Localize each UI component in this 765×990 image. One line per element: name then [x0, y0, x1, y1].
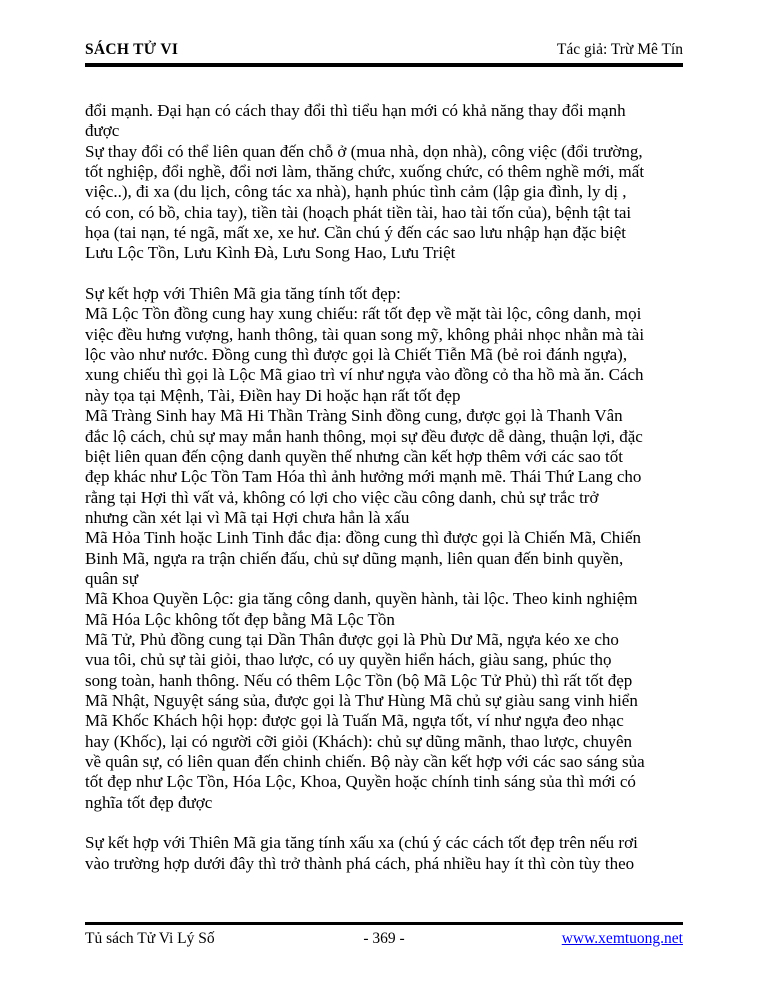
- text-line: vào trường hợp dưới đây thì trở thành phá cách, phá nhiều hay ít thì còn tùy theo: [85, 853, 635, 873]
- text-line: về quân sự, có liên quan đến chinh chiến. Bộ này cần kết hợp với các sao sáng sủa: [85, 752, 645, 771]
- book-title: SÁCH TỬ VI: [85, 41, 179, 58]
- text-line: vua tôi, chủ sự tài giỏi, thao lược, có uy quyền hiển hách, giàu sang, phúc thọ: [85, 650, 612, 670]
- text-line: Sự kết hợp với Thiên Mã gia tăng tính xấu xa (chú ý các cách tốt đẹp trên nếu rơi: [85, 833, 638, 853]
- text-line: việc..), đi xa (du lịch, công tác xa nhà), hạnh phúc tình cảm (lập gia đình, ly dị ,: [85, 182, 627, 202]
- text-line: Binh Mã, ngựa ra trận chiến đấu, chủ sự dũng mạnh, liên quan đến binh quyền,: [85, 548, 624, 568]
- text-line: nhưng cần xét lại vì Mã tại Hợi chưa hẳn là xấu: [85, 507, 410, 527]
- text-line: lộc vào như nước. Đồng cung thì được gọi là Chiết Tiễn Mã (bẻ roi đánh ngựa),: [85, 345, 628, 365]
- text-line: biệt liên quan đến cộng danh quyền thế nhưng cần kết hợp thêm với các sao tốt: [85, 446, 623, 466]
- text-line: Mã Khốc Khách hội họp: được gọi là Tuấn Mã, ngựa tốt, ví như ngựa đeo nhạc: [85, 711, 624, 731]
- text-line: việc đều hưng vượng, hanh thông, tài quan song mỹ, không phải nhọc nhằn mà tài: [85, 324, 645, 344]
- text-line: đổi mạnh. Đại hạn có cách thay đổi thì tiểu hạn mới có khả năng thay đổi mạnh: [85, 101, 626, 120]
- text-line: rằng tại Hợi thì vất vả, không có lợi cho việc cầu công danh, chủ sự trắc trở: [85, 487, 599, 507]
- text-line: tốt đẹp như Lộc Tồn, Hóa Lộc, Khoa, Quyền hoặc chính tinh sáng sủa thì mới có: [85, 772, 636, 792]
- text-line: Mã Khoa Quyền Lộc: gia tăng công danh, quyền hành, tài lộc. Theo kinh nghiệm: [85, 589, 638, 609]
- author-credit: Tác giả: Trừ Mê Tín: [556, 41, 683, 58]
- text-line: hay (Khốc), lại có người cỡi giỏi (Khách): chủ sự dũng mãnh, thao lược, chuyên: [85, 731, 632, 751]
- text-line: Mã Hỏa Tinh hoặc Linh Tinh đắc địa: đồng cung thì được gọi là Chiến Mã, Chiến: [85, 528, 642, 548]
- text-line: Mã Nhật, Nguyệt sáng sủa, được gọi là Thư Hùng Mã chủ sự giàu sang vinh hiển: [85, 690, 638, 710]
- text-line: Mã Tử, Phủ đồng cung tại Dần Thân được gọi là Phù Dư Mã, ngựa kéo xe cho: [85, 629, 619, 649]
- text-line: đắc lộ cách, chủ sự may mắn hanh thông, mọi sự đều được dễ dàng, thuận lợi, đặc: [85, 426, 643, 446]
- text-line: xung chiếu thì gọi là Lộc Mã giao trì ví như ngựa vào đồng cỏ tha hồ mà ăn. Cách: [85, 365, 644, 385]
- page-body: [85, 101, 683, 874]
- footer-rule: [85, 922, 683, 925]
- text-line: có con, có bồ, chia tay), tiền tài (hoạch phát tiền tài, hao tài tốn của), bệnh tật tai: [85, 202, 632, 222]
- text-line: nghĩa tốt đẹp được: [85, 792, 213, 812]
- text-line: Mã Tràng Sinh hay Mã Hi Thần Tràng Sinh đồng cung, được gọi là Thanh Vân: [85, 406, 623, 426]
- text-line: được: [85, 121, 120, 141]
- text-line: này tọa tại Mệnh, Tài, Điền hay Di hoặc hạn rất tốt đẹp: [85, 385, 461, 405]
- text-line: tốt nghiệp, đổi nghề, đổi nơi làm, thăng chức, xuống chức, có thêm nghề mới, mất: [85, 162, 645, 182]
- text-line: họa (tai nạn, té ngã, mất xe, xe hư. Cần chú ý đến các sao lưu nhập hạn đặc biệt: [85, 223, 626, 243]
- text-line: song toàn, hanh thông. Nếu có thêm Lộc Tồn (bộ Mã Lộc Tử Phủ) thì rất tốt đẹp: [85, 670, 633, 690]
- website-link[interactable]: www.xemtuong.net: [561, 930, 683, 947]
- page-footer: [85, 929, 683, 951]
- text-line: Mã Hóa Lộc không tốt đẹp bằng Mã Lộc Tồn: [85, 609, 395, 629]
- blank-line: [85, 264, 683, 284]
- text-line: đẹp khác như Lộc Tồn Tam Hóa thì ảnh hưởng mới mạnh mẽ. Thái Thứ Lang cho: [85, 467, 642, 487]
- series-title: Tủ sách Tử Vi Lý Số: [85, 930, 215, 947]
- text-line: Sự thay đổi có thể liên quan đến chỗ ở (mua nhà, dọn nhà), công việc (đổi trường,: [85, 141, 643, 161]
- page-number: - 369 -: [363, 930, 405, 947]
- text-line: Sự kết hợp với Thiên Mã gia tăng tính tốt đẹp:: [85, 284, 401, 304]
- text-line: quân sự: [85, 568, 139, 588]
- page-header: [85, 41, 683, 59]
- text-line: Mã Lộc Tồn đồng cung hay xung chiếu: rất tốt đẹp về mặt tài lộc, công danh, mọi: [85, 304, 642, 324]
- blank-line: [85, 813, 683, 833]
- text-line: Lưu Lộc Tồn, Lưu Kình Đà, Lưu Song Hao, Lưu Triệt: [85, 243, 456, 263]
- header-rule: [85, 63, 683, 67]
